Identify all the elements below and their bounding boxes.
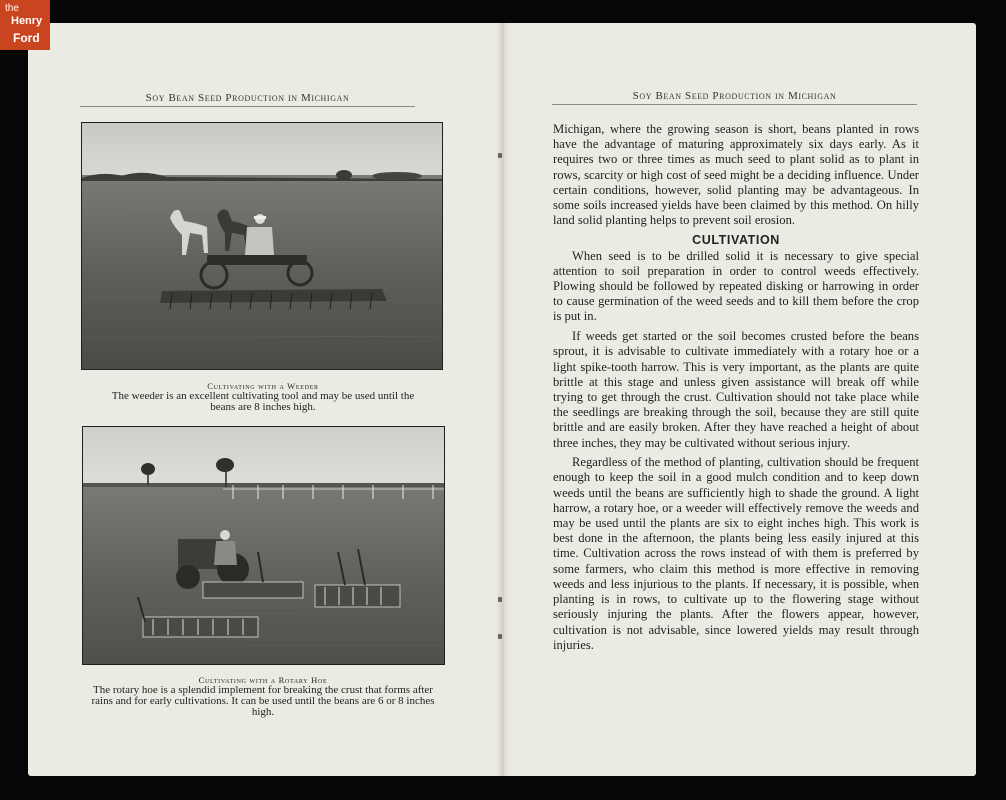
weeder-caption-body: The weeder is an excellent cultivating tool and may be used until the beans are 8 inches high. <box>111 390 415 413</box>
weeder-caption-title: Cultivating with a Weeder <box>207 381 319 391</box>
logo-line-1: the <box>5 3 19 14</box>
right-page <box>502 23 976 776</box>
staple-bottom <box>498 634 502 639</box>
logo-line-2: Henry <box>11 15 43 27</box>
right-running-head: Soy Bean Seed Production in Michigan <box>552 90 917 105</box>
rotary-hoe-photo <box>82 426 445 665</box>
rotary-hoe-photo-image <box>83 427 444 664</box>
book-gutter <box>496 23 510 776</box>
logo-line-3: Ford <box>13 31 40 45</box>
weeder-caption <box>98 381 428 413</box>
rotary-hoe-caption-body: The rotary hoe is a splendid implement for breaking the crust that forms after rains and for early cultivations. It can be used until the beans are 6 or 8 inches high. <box>91 684 435 718</box>
paragraph-3: If weeds get started or the soil becomes crusted before the beans sprout, it is advisable to cultivate immediately with a rotary hoe or a light spike-tooth harrow. This is very important, as the plants are quite brittle at this stage and unless given assistance will break off while trying to get through the crust. Cultivation should not take place while the seedlings are breaking through the soil, because they are still quite brittle and are easily broken. After they have reached a height of about three inches, they may be cultivated without serious injury. <box>553 329 919 450</box>
paragraph-4: Regardless of the method of planting, cultivation should be frequent enough to keep the soil in a good mulch condition and to keep down weeds until the beans are sufficiently high to shade the ground. A light harrow, a rotary hoe, or a weeder will effectively remove the weeds and may be used until the plants are six to eight inches high. This work is best done in the afternoon, the plants being less easily injured at this time. Cultivation across the rows instead of with them is preferred by some farmers, who claim this method is more effective in removing weeds and less injurious to the plants. If necessary, it is possible, when planting is in rows, to cultivate up to the flowering stage without seriously injuring the plants. After the flowers appear, however, cultivation is not advisable, since lowered yields may result through injuries. <box>553 455 919 652</box>
staple-middle <box>498 597 502 602</box>
rotary-hoe-caption <box>88 675 438 718</box>
weeder-photo-image <box>82 123 442 369</box>
paragraph-1: Michigan, where the growing season is short, beans planted in rows have the advantage of maturing approximately six days early. As it requires two or three times as much seed to plant solid as to plant in rows, scarcity or high cost of seed might be a deciding influence. Under certain conditions, however, solid planting may be advantageous. In some soils increased yields have been claimed by this method. On hilly land solid planting helps to prevent soil erosion. <box>553 122 919 228</box>
right-page-body <box>553 122 919 653</box>
staple-top <box>498 153 502 158</box>
paragraph-2: When seed is to be drilled solid it is necessary to give special attention to soil preparation in order to control weeds effectively. Plowing should be followed by repeated disking or harrowing in order to cause germination of the weed seeds and to kill them before the crop is put in. <box>553 248 919 324</box>
left-running-head: Soy Bean Seed Production in Michigan <box>80 92 415 107</box>
weeder-photo <box>81 122 443 370</box>
section-heading-cultivation: CULTIVATION <box>692 233 780 248</box>
the-henry-ford-logo <box>0 0 50 50</box>
left-page <box>28 23 502 776</box>
rotary-hoe-caption-title: Cultivating with a Rotary Hoe <box>198 675 328 685</box>
